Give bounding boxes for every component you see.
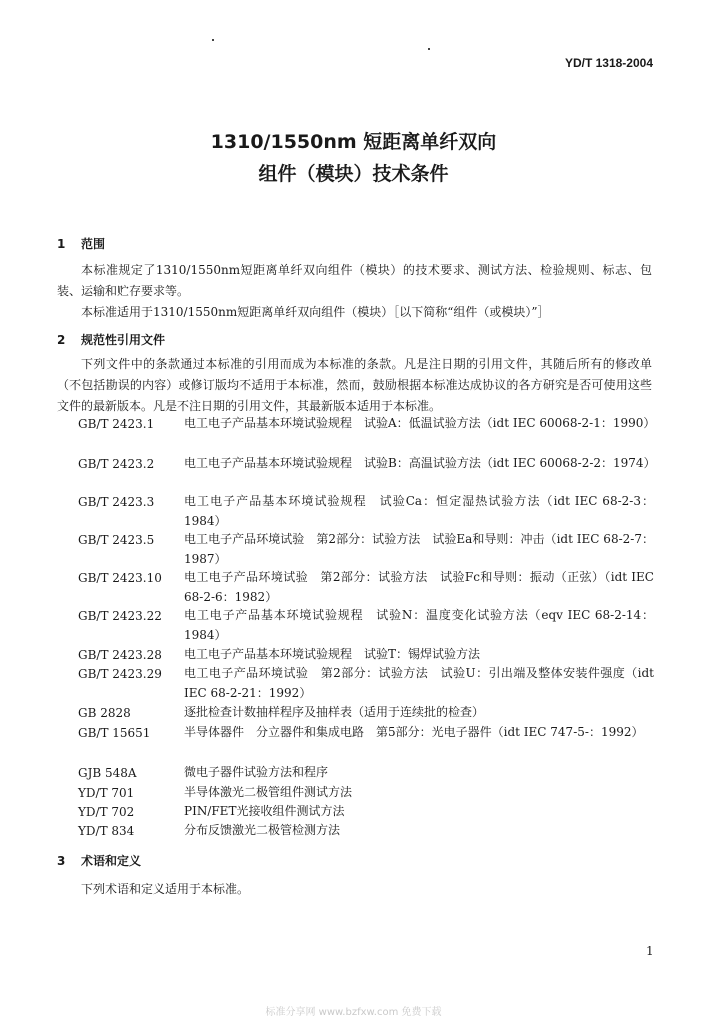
reference-title: 微电子器件试验方法和程序 xyxy=(184,765,329,779)
terms-intro: 下列术语和定义适用于本标准。 xyxy=(81,882,250,896)
section-heading-scope xyxy=(57,235,105,252)
section-number: 3 xyxy=(57,854,66,868)
section-number: 1 xyxy=(57,237,66,251)
section-heading-references xyxy=(57,331,165,348)
title-line-2: 组件（模块）技术条件 xyxy=(258,163,449,185)
section-number: 2 xyxy=(57,333,66,347)
reference-title: 逐批检查计数抽样程序及抽样表（适用于连续批的检查） xyxy=(184,705,485,719)
reference-title: 电工电子产品环境试验 第2部分：试验方法 试验U：引出端及整体安装件强度（idt IEC 68-2-21：1992） xyxy=(184,666,654,700)
reference-code: GB/T 2423.29 xyxy=(78,667,162,681)
reference-code: GB/T 2423.10 xyxy=(78,571,162,585)
section-heading-terms xyxy=(57,852,141,869)
section-title: 术语和定义 xyxy=(81,854,142,868)
scan-dot xyxy=(428,48,430,50)
reference-title: 电工电子产品基本环境试验规程 试验A：低温试验方法（idt IEC 60068-2-1：1990） xyxy=(184,416,656,430)
title-line-1: 1310/1550nm 短距离单纤双向 xyxy=(210,131,497,153)
reference-code: GB/T 2423.5 xyxy=(78,533,155,547)
reference-code: YD/T 834 xyxy=(78,824,135,838)
reference-code: GB/T 2423.3 xyxy=(78,495,155,509)
reference-title: 电工电子产品环境试验 第2部分：试验方法 试验Ea和导则：冲击（idt IEC 68-2-7：1987） xyxy=(184,532,654,566)
watermark-footer: 标准分享网 www.bzfxw.com 免费下载 xyxy=(265,1007,442,1018)
reference-title: 半导体器件 分立器件和集成电路 第5部分：光电子器件（idt IEC 747-5-：1992） xyxy=(184,725,644,739)
reference-title: 电工电子产品基本环境试验规程 试验B：高温试验方法（idt IEC 60068-2-2：1974） xyxy=(184,456,656,470)
reference-code: GB 2828 xyxy=(78,706,131,720)
reference-title: 分布反馈激光二极管检测方法 xyxy=(184,823,341,837)
page-number: 1 xyxy=(646,944,654,958)
reference-code: YD/T 701 xyxy=(78,786,135,800)
reference-title: 半导体激光二极管组件测试方法 xyxy=(184,785,353,799)
standard-number: YD/T 1318-2004 xyxy=(564,56,653,70)
reference-code: GB/T 15651 xyxy=(78,726,151,740)
reference-title: 电工电子产品基本环境试验规程 试验Ca：恒定湿热试验方法（idt IEC 68-2-3：1984） xyxy=(184,494,654,528)
reference-code: GB/T 2423.2 xyxy=(78,457,155,471)
references-intro: 下列文件中的条款通过本标准的引用而成为本标准的条款。凡是注日期的引用文件，其随后所有的修改单（不包括勘误的内容）或修订版均不适用于本标准，然而，鼓励根据本标准达成协议的各方研究是否可使用这些文件的最新版本。凡是不注日期的引用文件，其最新版本适用于本标准。 xyxy=(57,357,652,413)
reference-code: YD/T 702 xyxy=(78,805,135,819)
scope-paragraph-1: 本标准规定了1310/1550nm短距离单纤双向组件（模块）的技术要求、测试方法、检验规则、标志、包装、运输和贮存要求等。 xyxy=(57,263,652,298)
reference-title: 电工电子产品环境试验 第2部分：试验方法 试验Fc和导则：振动（正弦）（idt IEC 68-2-6：1982） xyxy=(184,570,654,604)
reference-code: GB/T 2423.22 xyxy=(78,609,162,623)
scan-dot xyxy=(212,39,214,41)
section-title: 范围 xyxy=(81,237,106,251)
scope-paragraph-2: 本标准适用于1310/1550nm短距离单纤双向组件（模块）［以下简称“组件（或模块）”］ xyxy=(81,305,550,319)
reference-code: GB/T 2423.1 xyxy=(78,417,155,431)
section-title: 规范性引用文件 xyxy=(81,333,166,347)
reference-title: 电工电子产品基本环境试验规程 试验T：锡焊试验方法 xyxy=(184,647,481,661)
reference-title: 电工电子产品基本环境试验规程 试验N：温度变化试验方法（eqv IEC 68-2-14：1984） xyxy=(184,608,654,642)
reference-code: GJB 548A xyxy=(78,766,137,780)
reference-title: PIN/FET光接收组件测试方法 xyxy=(184,804,345,818)
reference-code: GB/T 2423.28 xyxy=(78,648,162,662)
